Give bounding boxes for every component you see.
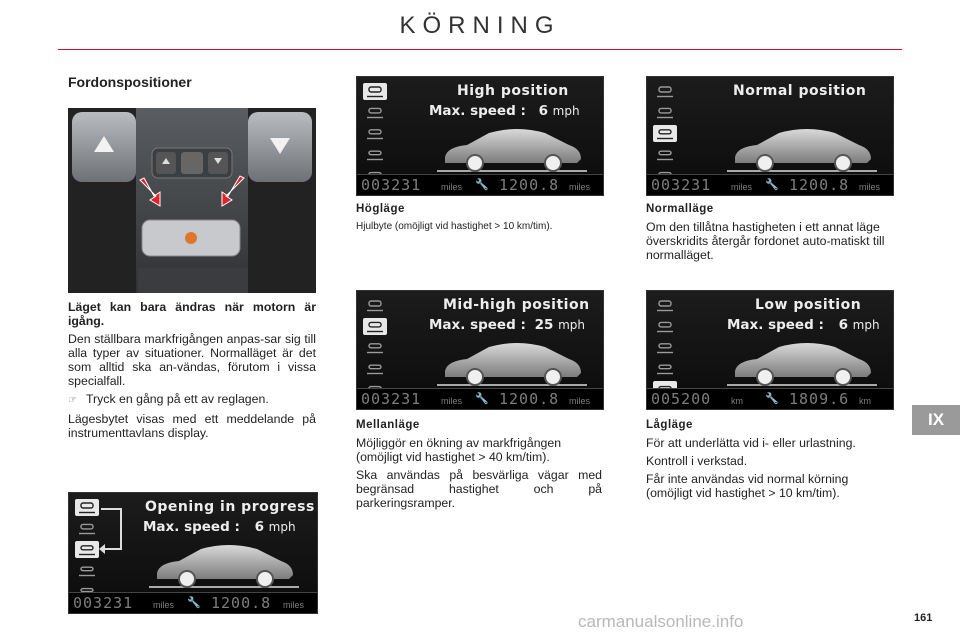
midhigh-position-icon: [653, 104, 677, 121]
car-illustration: [437, 335, 587, 394]
car-illustration: [727, 335, 877, 394]
low-position-icon: [75, 562, 99, 579]
trip-unit: miles: [283, 600, 305, 610]
normal-position-icon: [653, 339, 677, 356]
normal-position-icon: [653, 125, 677, 142]
wrench-icon: 🔧: [765, 178, 779, 191]
low-position-icon: [653, 360, 677, 377]
display-title: Mid-high position: [443, 297, 590, 313]
display-title: High position: [457, 83, 569, 99]
display-midhigh-position: [356, 290, 604, 410]
trip-unit: miles: [859, 182, 881, 192]
odometer-bar: [647, 174, 893, 195]
odometer-unit: miles: [441, 396, 463, 406]
max-speed-readout: [727, 317, 880, 333]
midhigh-position-icon: [653, 318, 677, 335]
trip-value: 1809.6: [789, 390, 850, 408]
highest-position-icon: [363, 83, 387, 100]
left-text-block: [68, 300, 316, 444]
wrench-icon: 🔧: [475, 178, 489, 191]
odometer-bar: [69, 592, 317, 613]
speed-value: 6: [538, 103, 548, 119]
speed-label: Max. speed :: [429, 103, 526, 119]
title-rule: [58, 49, 902, 50]
display-low-position: [646, 290, 894, 410]
caption-text: Om den tillåtna hastigheten i ett annat läge överskridits återgår fordonet auto-matiskt till normalläget.: [646, 220, 885, 262]
trip-unit: miles: [569, 396, 591, 406]
caption-heading: Normalläge: [646, 203, 714, 215]
position-icons: [653, 83, 681, 188]
console-illustration: [68, 108, 316, 293]
intro-paragraph: Den ställbara markfrigången anpas-sar sig till alla typer av situationer. Normalläget är det som alltid ska an-vändas, förutom i vissa specialfall.: [68, 332, 316, 388]
speed-unit: mph: [558, 318, 585, 332]
transition-arrow-icon: [99, 505, 129, 555]
display-normal-position: [646, 76, 894, 196]
engine-running-note: Läget kan bara ändras när motorn är igång.: [68, 300, 316, 328]
bullet-hand-icon: ☞: [68, 395, 77, 406]
caption-text-2: Kontroll i verkstad.: [646, 454, 748, 468]
display-opening-in-progress: [68, 492, 318, 614]
speed-unit: mph: [268, 520, 296, 534]
caption-text-3: Får inte användas vid normal körning (omöjligt vid hastighet > 10 km/tim).: [646, 472, 849, 500]
caption-text-2: Ska användas på besvärliga vägar med begränsad hastighet och på parkeringsramper.: [356, 468, 602, 510]
bullet-text: Tryck en gång på ett av reglagen.: [86, 392, 269, 406]
odometer-bar: [357, 174, 603, 195]
page-number: 161: [914, 612, 933, 624]
caption-midhigh: [356, 418, 602, 514]
speed-value: 6: [254, 519, 264, 535]
odometer-bar: [647, 388, 893, 409]
max-speed-readout: [143, 519, 296, 535]
caption-high: [356, 202, 602, 233]
caption-heading: Lågläge: [646, 419, 693, 431]
trip-unit: km: [859, 396, 871, 406]
speed-label: Max. speed :: [429, 317, 526, 333]
odometer-value: 005200: [651, 390, 712, 408]
midhigh-position-icon: [363, 104, 387, 121]
normal-position-icon: [363, 339, 387, 356]
odometer-bar: [357, 388, 603, 409]
max-speed-readout: [429, 317, 585, 333]
odometer-unit: miles: [731, 182, 753, 192]
odometer-value: 003231: [73, 594, 134, 612]
odometer-value: 003231: [361, 390, 422, 408]
trip-value: 1200.8: [211, 594, 272, 612]
car-illustration: [437, 121, 587, 180]
position-icons: [363, 83, 391, 188]
display-message-paragraph: Lägesbytet visas med ett meddelande på instrumenttavlans display.: [68, 412, 316, 440]
speed-value: 6: [838, 317, 848, 333]
speed-unit: mph: [852, 318, 880, 332]
page-title: KÖRNING: [399, 12, 561, 39]
caption-low: [646, 418, 892, 504]
car-illustration: [149, 537, 299, 596]
low-position-icon: [363, 146, 387, 163]
odometer-unit: miles: [441, 182, 463, 192]
odometer-value: 003231: [361, 176, 422, 194]
speed-unit: mph: [552, 104, 580, 118]
midhigh-position-icon: [363, 318, 387, 335]
normal-position-icon: [363, 125, 387, 142]
position-icons: [363, 297, 391, 402]
odometer-value: 003231: [651, 176, 712, 194]
car-illustration: [727, 121, 877, 180]
display-title: Opening in progress: [145, 499, 315, 515]
speed-label: Max. speed :: [727, 317, 824, 333]
wrench-icon: 🔧: [765, 392, 779, 405]
chapter-tab: IX: [912, 405, 960, 435]
highest-position-icon: [653, 83, 677, 100]
speed-value: 25: [534, 317, 554, 333]
watermark: carmanualsonline.info: [578, 612, 744, 631]
wrench-icon: 🔧: [475, 392, 489, 405]
trip-value: 1200.8: [499, 390, 560, 408]
caption-heading: Mellanläge: [356, 419, 420, 431]
low-position-icon: [363, 360, 387, 377]
normal-position-icon: [75, 541, 99, 558]
display-title: Low position: [755, 297, 862, 313]
trip-unit: miles: [569, 182, 591, 192]
low-position-icon: [653, 146, 677, 163]
midhigh-position-icon: [75, 520, 99, 537]
display-high-position: [356, 76, 604, 196]
odometer-unit: miles: [153, 600, 175, 610]
highest-position-icon: [363, 297, 387, 314]
position-icons: [653, 297, 681, 402]
caption-text-1: Möjliggör en ökning av markfrigången (omöjligt vid hastighet > 40 km/tim).: [356, 436, 562, 464]
caption-text: Hjulbyte (omöjligt vid hastighet > 10 km/tim).: [356, 221, 553, 232]
caption-normal: [646, 202, 892, 266]
console-photo: [68, 108, 316, 293]
trip-value: 1200.8: [789, 176, 850, 194]
caption-text-1: För att underlätta vid i- eller urlastning.: [646, 436, 856, 450]
section-heading: Fordonspositioner: [68, 74, 192, 90]
instruction-bullet: [68, 392, 316, 408]
odometer-unit: km: [731, 396, 743, 406]
max-speed-readout: [429, 103, 580, 119]
highest-position-icon: [653, 297, 677, 314]
wrench-icon: 🔧: [187, 596, 201, 609]
highest-position-icon: [75, 499, 99, 516]
trip-value: 1200.8: [499, 176, 560, 194]
speed-label: Max. speed :: [143, 519, 240, 535]
display-title: Normal position: [733, 83, 867, 99]
caption-heading: Högläge: [356, 203, 405, 215]
